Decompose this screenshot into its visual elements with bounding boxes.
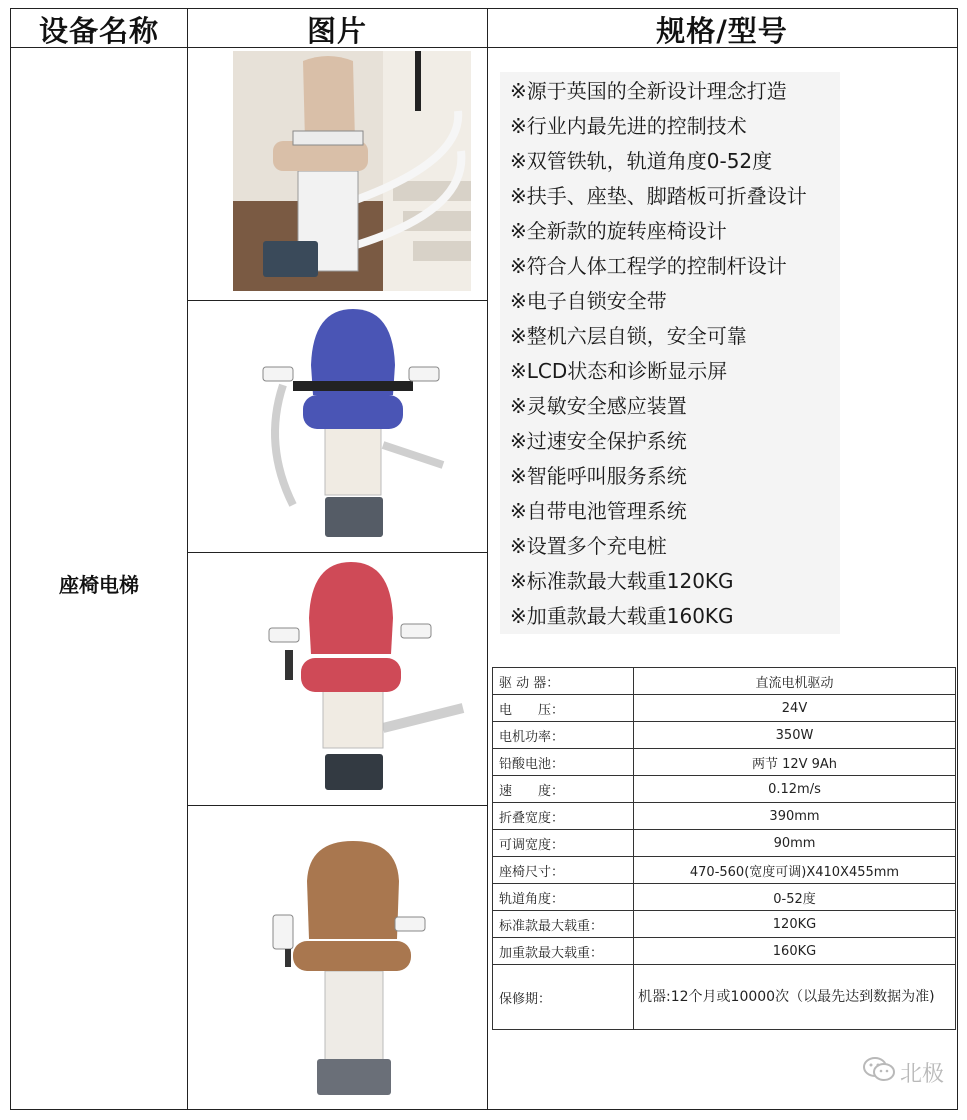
table-row [493, 803, 956, 830]
spec-value: 直流电机驱动 [634, 668, 956, 695]
table-row [493, 830, 956, 857]
watermark [862, 1056, 944, 1088]
table-row [493, 857, 956, 884]
feature-item: ※智能呼叫服务系统 [510, 464, 687, 488]
feature-item: ※符合人体工程学的控制杆设计 [510, 254, 787, 278]
feature-item: ※电子自锁安全带 [510, 289, 667, 313]
table-row [493, 776, 956, 803]
feature-item: ※全新款的旋转座椅设计 [510, 219, 727, 243]
feature-item: ※灵敏安全感应装置 [510, 394, 687, 418]
table-row [493, 884, 956, 911]
feature-list [500, 72, 840, 634]
table-row [493, 722, 956, 749]
spec-key: 速 度： [493, 776, 634, 803]
blue-stairlift-photo [233, 305, 471, 545]
table-row [493, 749, 956, 776]
spec-key: 驱 动 器： [493, 668, 634, 695]
spec-value: 0-52度 [634, 884, 956, 911]
feature-item: ※加重款最大载重160KG [510, 604, 734, 628]
spec-key: 座椅尺寸： [493, 857, 634, 884]
spec-key: 电 压： [493, 695, 634, 722]
spec-key: 标准款最大载重： [493, 911, 634, 938]
feature-item: ※双管铁轨，轨道角度0-52度 [510, 149, 773, 173]
spec-key: 加重款最大载重： [493, 938, 634, 965]
table-row [493, 938, 956, 965]
feature-item: ※自带电池管理系统 [510, 499, 687, 523]
feature-item: ※LCD状态和诊断显示屏 [510, 359, 728, 383]
table-row [493, 695, 956, 722]
spec-key: 轨道角度： [493, 884, 634, 911]
table-row [493, 965, 956, 1030]
feature-item: ※过速安全保护系统 [510, 429, 687, 453]
spec-key: 保修期： [493, 965, 634, 1030]
feature-item: ※扶手、座垫、脚踏板可折叠设计 [510, 184, 807, 208]
spec-table [492, 667, 956, 1030]
header-picture: 图片 [306, 13, 367, 48]
spec-value: 90mm [634, 830, 956, 857]
spec-key: 可调宽度： [493, 830, 634, 857]
installed-stairlift-photo [233, 51, 471, 291]
spec-value: 160KG [634, 938, 956, 965]
brown-stairlift-photo [233, 811, 471, 1103]
wechat-icon [862, 1056, 896, 1088]
feature-item: ※设置多个充电桩 [510, 534, 667, 558]
spec-value: 24V [634, 695, 956, 722]
header-spec-model: 规格/型号 [656, 13, 788, 48]
spec-key: 铅酸电池： [493, 749, 634, 776]
spec-value: 470-560(宽度可调)X410X455mm [634, 857, 956, 884]
spec-key: 折叠宽度： [493, 803, 634, 830]
feature-item: ※标准款最大载重120KG [510, 569, 734, 593]
watermark-text: 北极 [900, 1061, 945, 1087]
table-row [493, 911, 956, 938]
header-equipment-name: 设备名称 [38, 13, 159, 48]
feature-item: ※源于英国的全新设计理念打造 [510, 79, 787, 103]
spec-value: 机器:12个月或10000次（以最先达到数据为准) [634, 965, 956, 1030]
spec-value: 390mm [634, 803, 956, 830]
equipment-name: 座椅电梯 [59, 573, 139, 597]
spec-value: 120KG [634, 911, 956, 938]
red-stairlift-photo [233, 558, 471, 798]
spec-value: 两节 12V 9Ah [634, 749, 956, 776]
table-row [493, 668, 956, 695]
spec-value: 0.12m/s [634, 776, 956, 803]
spec-value: 350W [634, 722, 956, 749]
feature-item: ※整机六层自锁，安全可靠 [510, 324, 747, 348]
feature-item: ※行业内最先进的控制技术 [510, 114, 747, 138]
spec-key: 电机功率： [493, 722, 634, 749]
